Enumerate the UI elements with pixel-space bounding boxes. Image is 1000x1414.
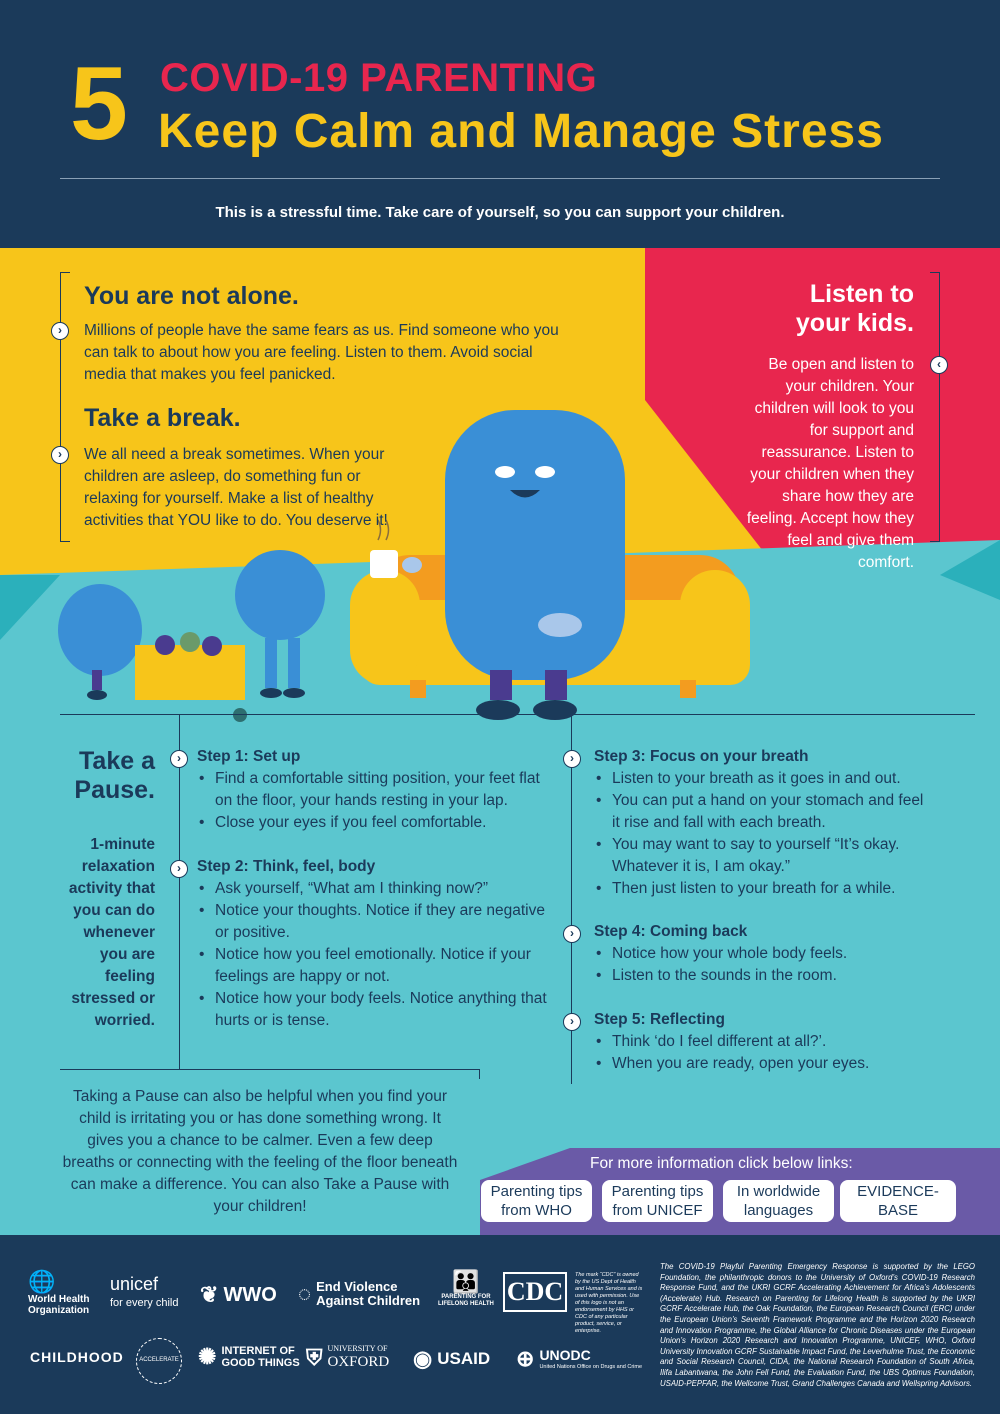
un-globe-icon: ⊕	[516, 1346, 535, 1371]
step-title: Step 2: Think, feel, body	[197, 858, 376, 875]
pause-heading	[60, 747, 155, 805]
cdc-note: The mark “CDC” is owned by the US Dept of Health and Human Services and is used with permission. Use of this logo is not an endorsement by HHS or CDC of any particular product, service, or enterprise.	[575, 1272, 643, 1334]
left-bracket	[60, 272, 70, 542]
link-label-line1: Parenting tips	[490, 1183, 583, 1200]
chevron-right-icon: ›	[563, 925, 581, 943]
pause-heading-line1: Take a	[79, 747, 155, 775]
seal-icon: ◉	[413, 1346, 433, 1371]
pause-hline	[60, 1069, 480, 1070]
step-item: • Notice how your whole body feels.	[594, 943, 934, 965]
not-alone-text: Millions of people have the same fears as us. Find someone who you can talk to about how you are feeling. Listen to them. Avoid social media that makes you feel panicked.	[84, 322, 559, 383]
kicker: COVID-19 PARENTING	[160, 56, 598, 100]
step-title: Step 1: Set up	[197, 748, 301, 765]
leaf-icon: ❦	[200, 1282, 219, 1307]
step-item: • You may want to say to yourself “It’s okay. Whatever it is, I am okay.”	[594, 834, 934, 878]
not-alone-heading: You are not alone.	[84, 282, 299, 310]
link-unicef-button[interactable]	[602, 1180, 713, 1222]
chevron-right-icon: ›	[51, 322, 69, 340]
chevron-right-icon: ›	[51, 446, 69, 464]
step-4	[594, 923, 934, 987]
listen-heading-line2: your kids.	[795, 308, 914, 337]
oxford-logo: ⛨ UNIVERSITY OF OXFORD	[306, 1344, 390, 1370]
link-evidence-button[interactable]	[840, 1180, 956, 1222]
step-item: • Then just listen to your breath for a while.	[594, 878, 934, 900]
chevron-right-icon: ›	[563, 750, 581, 768]
pause-heading-line2: Pause.	[74, 775, 155, 804]
link-label-line2: from UNICEF	[612, 1202, 703, 1219]
step-title: Step 5: Reflecting	[594, 1011, 725, 1028]
take-break-heading: Take a break.	[84, 404, 241, 432]
subtitle: This is a stressful time. Take care of yourself, so you can support your children.	[215, 204, 785, 221]
plh-logo: 👪 PARENTING FOR LIFELONG HEALTH	[438, 1269, 494, 1307]
step-item: • When you are ready, open your eyes.	[594, 1053, 934, 1075]
step-item: • Listen to your breath as it goes in and out.	[594, 768, 934, 790]
take-break-text: We all need a break sometimes. When your children are asleep, do something fun or relaxing for yourself. Make a list of healthy activities that YOU like to do. You deserve it!	[84, 446, 388, 529]
step-item: • Notice how you feel emotionally. Notice if your feelings are happy or not.	[197, 944, 547, 988]
unodc-logo: ⊕ UNODC United Nations Office on Drugs and Crime	[516, 1346, 643, 1371]
family-icon: 👪	[452, 1269, 480, 1294]
link-label-line2: languages	[743, 1202, 814, 1219]
step-2	[197, 858, 547, 1032]
globe-icon: 🌐	[28, 1269, 56, 1294]
child-1	[58, 584, 142, 676]
child-2	[235, 550, 325, 640]
funding-statement: The COVID-19 Playful Parenting Emergency Response is supported by the LEGO Foundation, the philanthropic donors to the University of Oxford’s COVID-19 Research Response Fund, and the UKRI GCRF Accelerating Achievement for Africa’s Adolescents (Accelerate) Hub. Research on Parenting for Lifelong Health is supported by the UKRI GCRF Accelerate Hub, the Oak Foundation, the European Research Council (ERC) under the European Union’s Seventh Framework Programme and the Horizon 2020 Research and Innovation Programme, the Global Alliance for Chronic Diseases under the European Union’s Horizon 2020 Research and Innovation Programme, UNICEF, WHO, Oxford University Innovation GCRF Sustainable Impact Fund, the Leverhulme Trust, the Economic and Social Research Council, CIDA, the National Research Foundation of South Africa, Ilifa Labantwana, the John Fell Fund, the Evaluation Fund, the UBS Optimus Foundation, USAID-PEPFAR, the Wellcome Trust, Grand Challenges Canada and Wellspring Advisors.	[660, 1262, 975, 1388]
step-item: • Notice how your body feels. Notice anything that hurts or is tense.	[197, 988, 547, 1032]
childhood-logo: CHILDHOOD	[30, 1349, 124, 1365]
wwo-logo: ❦ WWO	[200, 1282, 277, 1307]
who-logo: 🌐 World Health Organization	[28, 1269, 90, 1317]
network-icon: ✺	[198, 1344, 217, 1369]
chevron-right-icon: ›	[563, 1013, 581, 1031]
link-label: EVIDENCE-BASE	[857, 1183, 939, 1219]
internet-good-things-logo: ✺ INTERNET OF GOOD THINGS	[198, 1344, 300, 1370]
usaid-logo: ◉ USAID	[413, 1346, 491, 1371]
step-item: • Ask yourself, “What am I thinking now?”	[197, 878, 547, 900]
toy-box	[135, 645, 245, 700]
step-title: Step 3: Focus on your breath	[594, 748, 809, 765]
accelerate-logo: ACCELERATE	[136, 1338, 182, 1384]
step-item: • Close your eyes if you feel comfortable.	[197, 812, 547, 834]
link-who-button[interactable]	[481, 1180, 592, 1222]
link-label-line2: from WHO	[501, 1202, 572, 1219]
step-item: • Find a comfortable sitting position, your feet flat on the floor, your hands resting in your lap.	[197, 768, 547, 812]
listen-heading-line1: Listen to	[809, 280, 914, 308]
cdc-logo: CDC	[503, 1272, 567, 1312]
step-5	[594, 1011, 934, 1075]
chevron-left-icon: ‹	[930, 356, 948, 374]
crest-icon: ⛨	[306, 1344, 323, 1370]
step-item: • You can put a hand on your stomach and feel it rise and fall with each breath.	[594, 790, 934, 834]
end-violence-logo: ◌ End Violence Against Children	[298, 1279, 421, 1309]
step-title: Step 4: Coming back	[594, 923, 748, 940]
ring-icon: ◌	[298, 1281, 312, 1307]
closing-text: Taking a Pause can also be helpful when you find your child is irritating you or has done something wrong. It gives you a chance to be calmer. Even a few deep breaths or connecting with the feeling of the floor beneath can make a difference. You can also Take a Pause with your children!	[62, 1088, 458, 1215]
link-label-line1: Parenting tips	[611, 1183, 704, 1200]
link-label-line1: In worldwide	[736, 1183, 821, 1200]
pause-divider	[60, 714, 975, 715]
chevron-right-icon: ›	[170, 750, 188, 768]
step-3	[594, 748, 934, 900]
unicef-logo: unicef for every child	[110, 1274, 179, 1309]
tip-number: 5	[70, 46, 128, 162]
mug	[370, 550, 398, 578]
step-item: • Listen to the sounds in the room.	[594, 965, 934, 987]
step-item: • Think ‘do I feel different at all?’.	[594, 1031, 934, 1053]
link-languages-button[interactable]	[723, 1180, 834, 1222]
step-1	[197, 748, 547, 834]
chevron-right-icon: ›	[170, 860, 188, 878]
couch-arm-right	[680, 570, 750, 685]
page-title: Keep Calm and Manage Stress	[158, 105, 884, 158]
listen-heading	[700, 280, 914, 338]
couch-arm-left	[350, 570, 420, 685]
right-bracket	[930, 272, 940, 542]
listen-text: Be open and listen to your children. Your children will look to you for support and reassurance. Listen to your children when they share how they are feeling. Accept how they feel and give them comfort.	[746, 356, 914, 571]
step-item: • Notice your thoughts. Notice if they are negative or positive.	[197, 900, 547, 944]
links-heading: For more information click below links:	[590, 1155, 853, 1172]
pause-intro: 1-minute relaxation activity that you can do whenever you are feeling stressed or worried.	[68, 836, 155, 1029]
parent-body	[445, 410, 625, 680]
